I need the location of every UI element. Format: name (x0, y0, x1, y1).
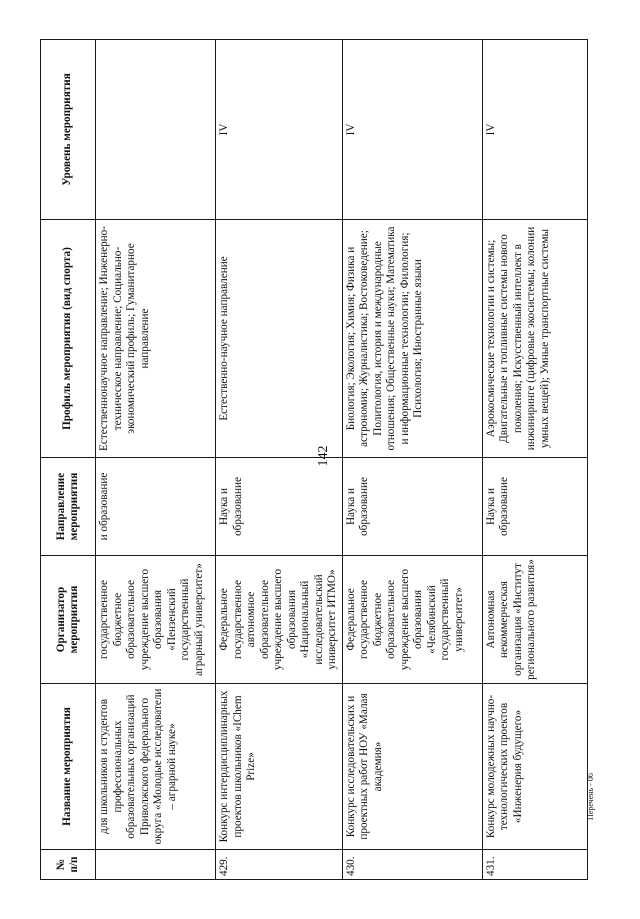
table-row (482, 40, 587, 880)
cell-profile: Аэрокосмические технологии и системы; Двигательные и топливные системы нового поколения; Искусственный интеллект в инжиниринге (цифровые экосистемы; колонии умных вещей); Умные транспортные системы (482, 220, 587, 458)
cell-name: Конкурс исследовательских и проектных работ НОУ «Малая академия» (342, 684, 482, 850)
cell-name: Конкурс интердисциплинарных проектов школьников «IChem Prize» (216, 684, 343, 850)
header-direction: Направление мероприятия (41, 458, 96, 556)
cell-num: 430. (342, 850, 482, 880)
cell-organizer: государственное бюджетное образовательное учреждение высшего образования «Пензенский государственный аграрный университет» (96, 556, 216, 684)
table-row (216, 40, 343, 880)
cell-name: для школьников и студентов профессиональных образовательных организаций Приволжского федерального округа «Молодые исследователи – аграрной науке» (96, 684, 216, 850)
cell-level: IV (342, 40, 482, 220)
rotated-table-container (40, 40, 580, 880)
cell-direction: Наука и образование (342, 458, 482, 556)
header-level: Уровень мероприятия (41, 40, 96, 220)
cell-name: Конкурс молодежных научно-технологических проектов «Инженерия будущего» (482, 684, 587, 850)
cell-profile: Естественнонаучное направление; Инженерно-техническое направление; Социально-экономический профиль; Гуманитарное направление (96, 220, 216, 458)
header-name: Название мероприятия (41, 684, 96, 850)
header-profile: Профиль мероприятия (вид спорта) (41, 220, 96, 458)
header-num: № п/п (41, 850, 96, 880)
cell-profile: Биология; Экология; Химия; Физика и астрономия; Журналистика; Востоковедение; Политология, история и международные отношения; Общественные науки; Математика и информационные технологии; Филология; Психология; Иностранные языки (342, 220, 482, 458)
cell-organizer: Автономная некоммерческая организация «Институт регионального развития» (482, 556, 587, 684)
page-number: 142 (316, 445, 331, 467)
cell-direction: и образование (96, 458, 216, 556)
cell-direction: Наука и образование (216, 458, 343, 556)
cell-num: 431. (482, 850, 587, 880)
cell-level (96, 40, 216, 220)
cell-profile: Естественно-научное направление (216, 220, 343, 458)
cell-level: IV (216, 40, 343, 220)
footer-note: Перечень - 06 (586, 773, 595, 820)
cell-num: 429. (216, 850, 343, 880)
table-header-row (41, 40, 96, 880)
events-table (40, 39, 588, 880)
cell-num (96, 850, 216, 880)
cell-level: IV (482, 40, 587, 220)
table-row (342, 40, 482, 880)
table-row (96, 40, 216, 880)
cell-direction: Наука и образование (482, 458, 587, 556)
header-organizer: Организатор мероприятия (41, 556, 96, 684)
cell-organizer: Федеральное государственное бюджетное образовательное учреждение высшего образования «Челябинский государственный университет» (342, 556, 482, 684)
cell-organizer: Федеральное государственное автономное образовательное учреждение высшего образования «Национальный исследовательский университет ИТМО» (216, 556, 343, 684)
